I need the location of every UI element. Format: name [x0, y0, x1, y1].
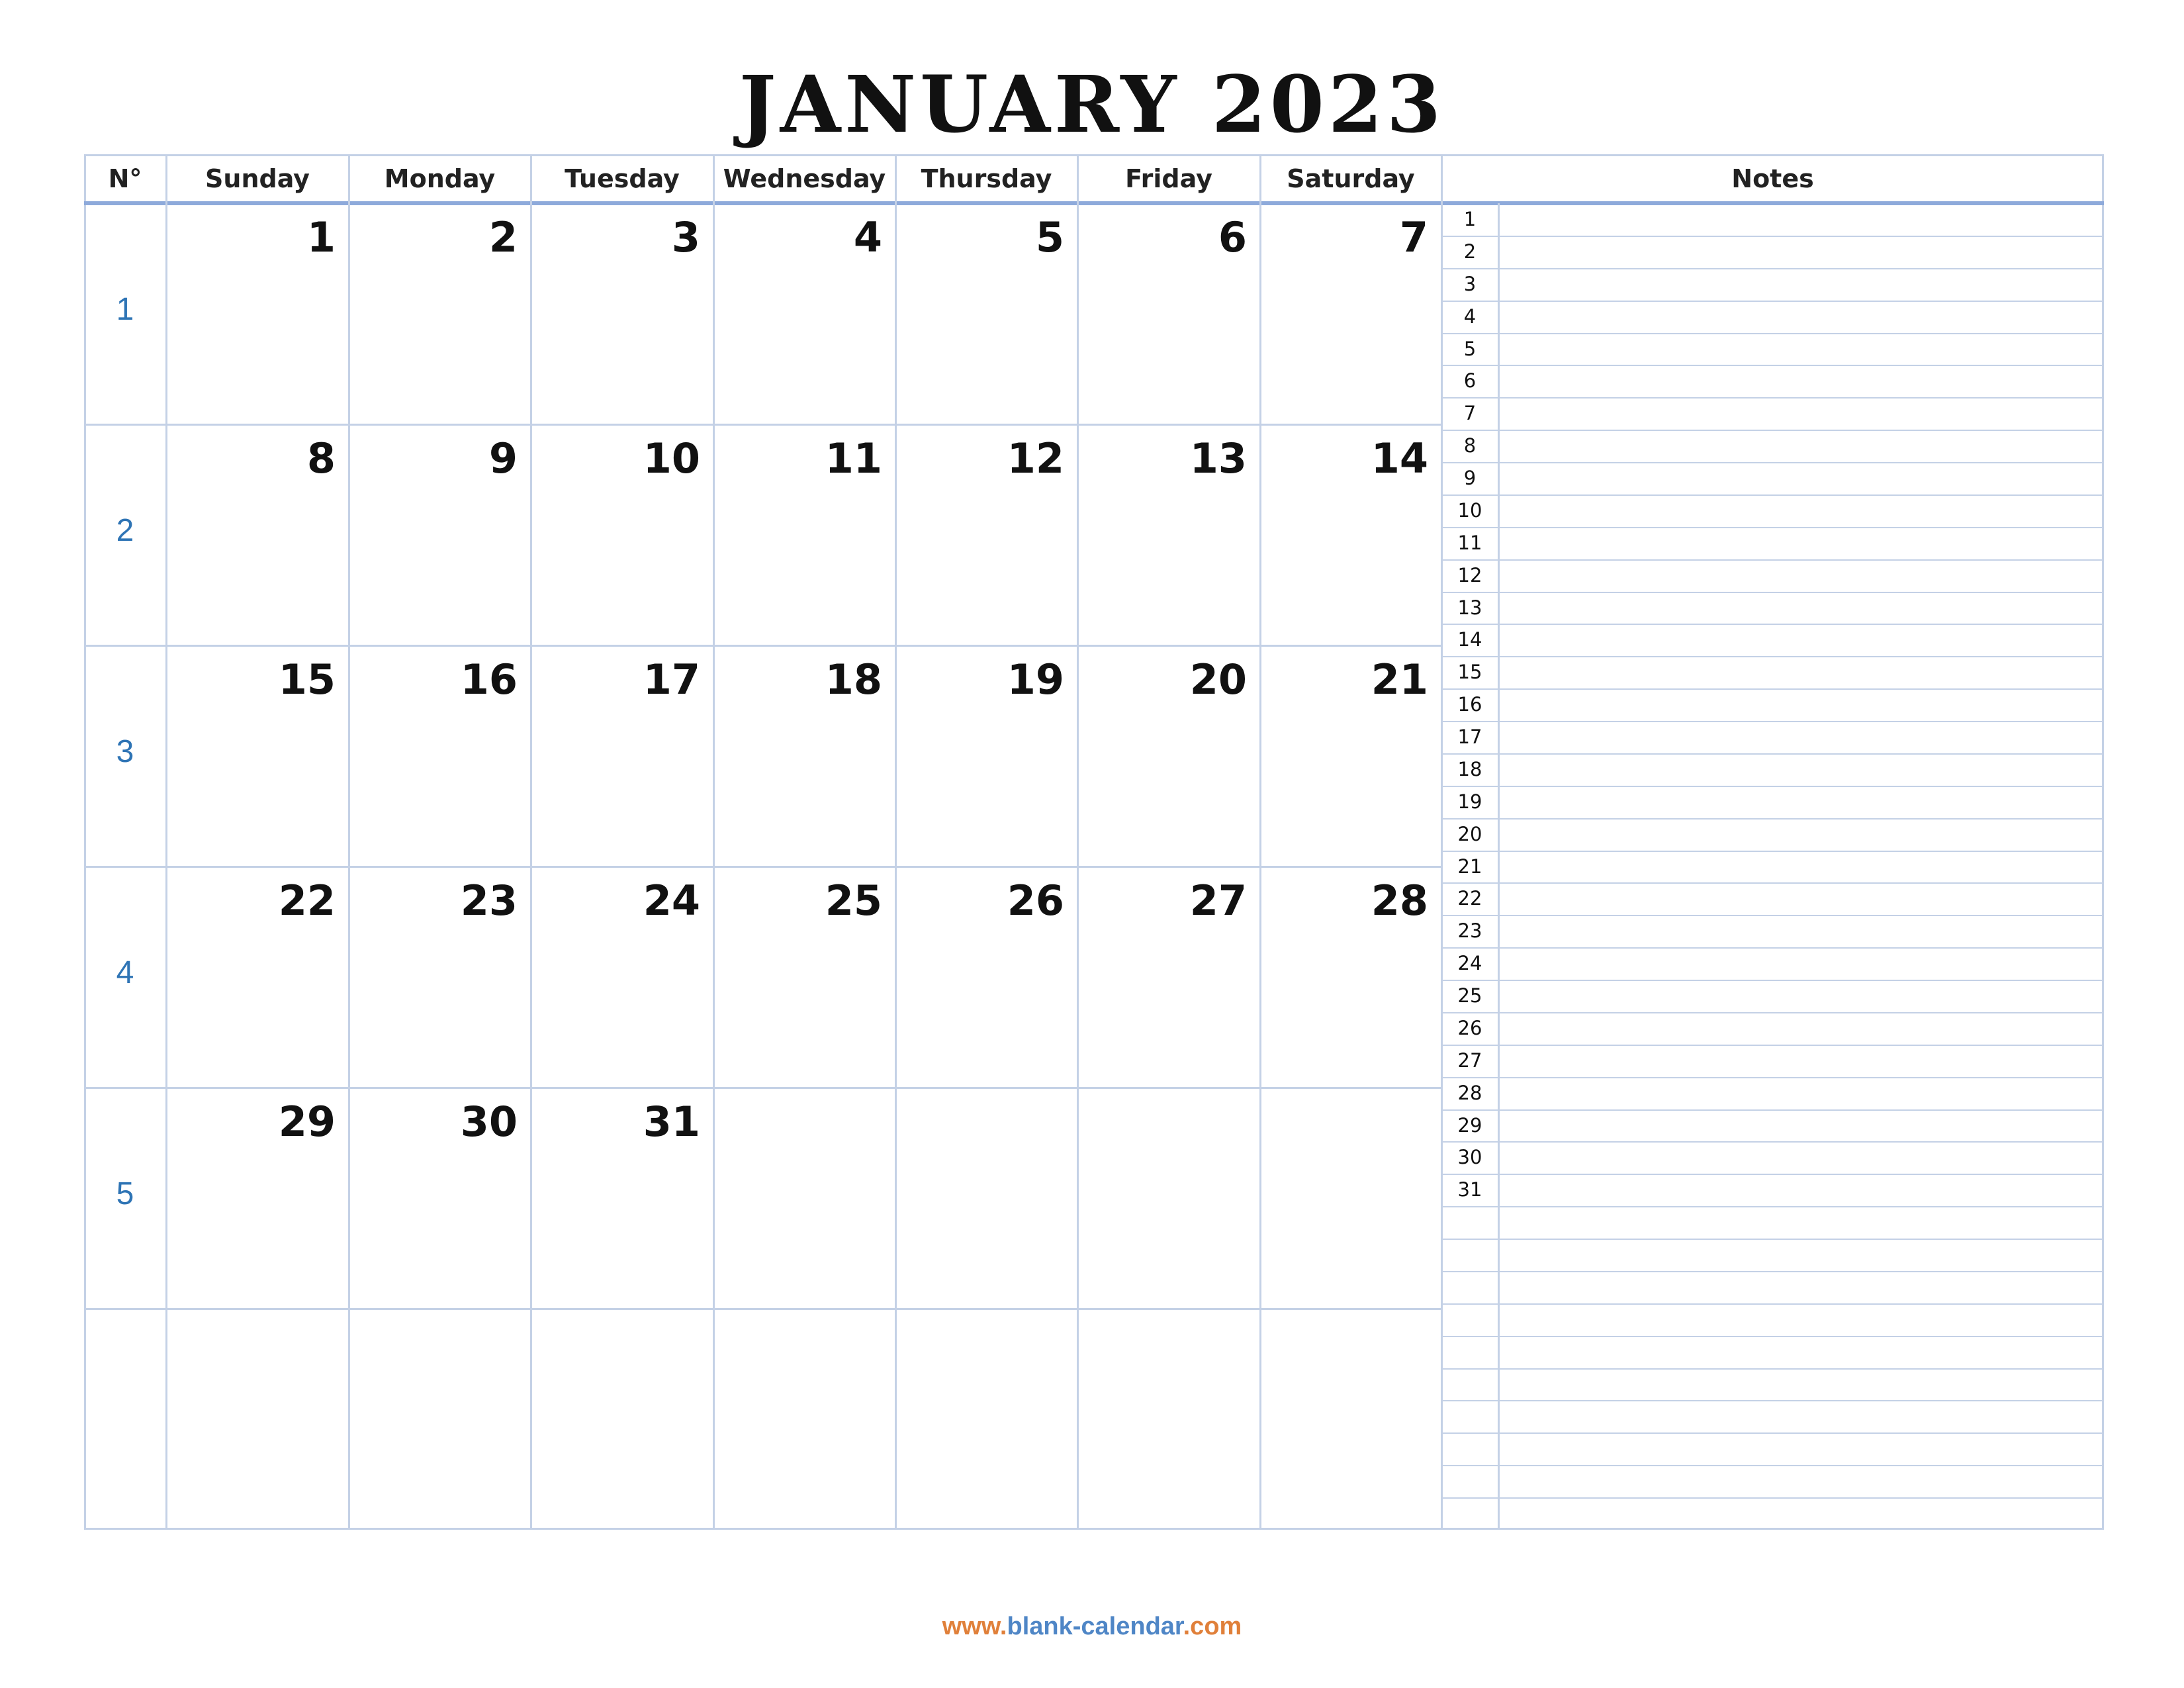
- notes-line: [1441, 1174, 2104, 1175]
- notes-line: [1441, 1012, 2104, 1013]
- day-number[interactable]: 22: [278, 876, 336, 925]
- notes-row-number: 17: [1457, 726, 1482, 748]
- notes-row-number: 13: [1457, 596, 1482, 619]
- notes-row-number: 8: [1463, 434, 1477, 457]
- week-row-divider: [84, 645, 1441, 647]
- notes-row-number: 12: [1457, 564, 1482, 586]
- notes-line: [1441, 527, 2104, 528]
- day-number[interactable]: 12: [1007, 434, 1064, 483]
- header-day-sunday: Sunday: [205, 164, 310, 193]
- day-number[interactable]: 17: [643, 655, 700, 704]
- day-number[interactable]: 23: [460, 876, 518, 925]
- footer-tld: .com: [1183, 1613, 1242, 1640]
- column-divider: [165, 154, 167, 1530]
- day-number[interactable]: 21: [1371, 655, 1428, 704]
- day-number[interactable]: 15: [278, 655, 336, 704]
- notes-line: [1441, 397, 2104, 399]
- notes-line: [1441, 1400, 2104, 1401]
- day-number[interactable]: 6: [1218, 213, 1247, 261]
- notes-row-number: 6: [1463, 369, 1477, 392]
- column-divider: [713, 154, 715, 1530]
- calendar-grid: [84, 154, 2104, 1530]
- day-number[interactable]: 25: [825, 876, 882, 925]
- notes-line: [1441, 1497, 2104, 1499]
- notes-line: [1441, 592, 2104, 593]
- notes-line: [1441, 753, 2104, 755]
- header-day-wednesday: Wednesday: [723, 164, 886, 193]
- notes-row-number: 31: [1457, 1178, 1482, 1201]
- week-row-divider: [84, 1087, 1441, 1089]
- notes-line: [1441, 980, 2104, 981]
- notes-line: [1441, 656, 2104, 657]
- week-row-divider: [84, 1308, 1441, 1310]
- column-divider: [348, 154, 350, 1530]
- notes-row-number: 10: [1457, 499, 1482, 522]
- notes-line: [1441, 688, 2104, 690]
- day-number[interactable]: 27: [1189, 876, 1247, 925]
- notes-line: [1441, 1077, 2104, 1078]
- notes-row-number: 22: [1457, 887, 1482, 910]
- notes-line: [1441, 365, 2104, 366]
- day-number[interactable]: 1: [306, 213, 336, 261]
- notes-row-number: 14: [1457, 628, 1482, 651]
- footer-url[interactable]: [0, 1613, 2184, 1641]
- notes-line: [1441, 882, 2104, 884]
- notes-line: [1441, 1465, 2104, 1466]
- notes-row-number: 27: [1457, 1049, 1482, 1072]
- week-number: 1: [116, 292, 134, 327]
- day-number[interactable]: 30: [460, 1098, 518, 1146]
- notes-line: [1441, 494, 2104, 496]
- day-number[interactable]: 14: [1371, 434, 1428, 483]
- day-number[interactable]: 7: [1399, 213, 1428, 261]
- notes-row-number: 30: [1457, 1146, 1482, 1168]
- header-day-saturday: Saturday: [1287, 164, 1415, 193]
- header-day-friday: Friday: [1125, 164, 1212, 193]
- day-number[interactable]: 2: [488, 213, 518, 261]
- notes-row-number: 25: [1457, 984, 1482, 1007]
- notes-row-number: 16: [1457, 693, 1482, 716]
- notes-line: [1441, 1045, 2104, 1046]
- notes-row-number: 24: [1457, 952, 1482, 974]
- notes-row-number: 26: [1457, 1017, 1482, 1039]
- footer-www: www.: [942, 1613, 1007, 1640]
- notes-line: [1441, 1271, 2104, 1272]
- header-day-thursday: Thursday: [921, 164, 1052, 193]
- notes-line: [1441, 818, 2104, 820]
- column-divider: [1077, 154, 1079, 1530]
- notes-line: [1441, 1368, 2104, 1370]
- notes-line: [1441, 236, 2104, 237]
- notes-row-number: 28: [1457, 1082, 1482, 1104]
- day-number[interactable]: 24: [643, 876, 700, 925]
- column-divider: [895, 154, 897, 1530]
- day-number[interactable]: 28: [1371, 876, 1428, 925]
- day-number[interactable]: 29: [278, 1098, 336, 1146]
- day-number[interactable]: 10: [643, 434, 700, 483]
- notes-line: [1441, 1206, 2104, 1207]
- notes-line: [1441, 430, 2104, 431]
- notes-row-number: 5: [1463, 338, 1477, 360]
- notes-row-number: 19: [1457, 790, 1482, 813]
- notes-line: [1441, 559, 2104, 561]
- notes-line: [1441, 1432, 2104, 1434]
- day-number[interactable]: 19: [1007, 655, 1064, 704]
- column-divider: [530, 154, 532, 1530]
- footer-brand: blank-calendar: [1007, 1613, 1183, 1640]
- header-day-monday: Monday: [384, 164, 496, 193]
- week-row-divider: [84, 424, 1441, 426]
- day-number[interactable]: 20: [1189, 655, 1247, 704]
- notes-line: [1441, 786, 2104, 787]
- column-divider: [1259, 154, 1261, 1530]
- notes-line: [1441, 1239, 2104, 1240]
- notes-row-number: 18: [1457, 758, 1482, 780]
- day-number[interactable]: 11: [825, 434, 882, 483]
- notes-line: [1441, 301, 2104, 302]
- notes-line: [1441, 268, 2104, 269]
- day-number[interactable]: 18: [825, 655, 882, 704]
- day-number[interactable]: 13: [1189, 434, 1247, 483]
- notes-row-number: 2: [1463, 240, 1477, 263]
- week-number: 2: [116, 513, 134, 548]
- page-title: JANUARY 2023: [739, 58, 1445, 150]
- notes-row-number: 1: [1463, 208, 1477, 230]
- notes-line: [1441, 851, 2104, 852]
- notes-line: [1441, 624, 2104, 625]
- notes-row-number: 9: [1463, 467, 1477, 489]
- notes-row-number: 21: [1457, 855, 1482, 878]
- day-number[interactable]: 3: [671, 213, 700, 261]
- header-week-number: N°: [108, 164, 142, 193]
- header-notes: Notes: [1731, 164, 1814, 193]
- day-number[interactable]: 5: [1035, 213, 1064, 261]
- notes-line: [1441, 1336, 2104, 1337]
- day-number[interactable]: 4: [853, 213, 882, 261]
- week-number: 3: [116, 734, 134, 769]
- notes-line: [1441, 915, 2104, 916]
- notes-line: [1441, 721, 2104, 722]
- notes-row-number: 3: [1463, 273, 1477, 295]
- notes-line: [1441, 1141, 2104, 1143]
- week-row-divider: [84, 866, 1441, 868]
- notes-line: [1441, 1109, 2104, 1111]
- notes-row-number: 7: [1463, 402, 1477, 424]
- notes-line: [1441, 947, 2104, 949]
- notes-row-number: 29: [1457, 1114, 1482, 1137]
- day-number[interactable]: 16: [460, 655, 518, 704]
- day-number[interactable]: 8: [306, 434, 336, 483]
- notes-row-number: 23: [1457, 919, 1482, 942]
- notes-row-number: 11: [1457, 532, 1482, 554]
- day-number[interactable]: 26: [1007, 876, 1064, 925]
- week-number: 5: [116, 1176, 134, 1211]
- notes-row-number: 15: [1457, 661, 1482, 683]
- notes-row-number: 20: [1457, 823, 1482, 845]
- day-number[interactable]: 31: [643, 1098, 700, 1146]
- notes-line: [1441, 462, 2104, 463]
- week-number: 4: [116, 955, 134, 990]
- day-number[interactable]: 9: [488, 434, 518, 483]
- notes-row-number: 4: [1463, 305, 1477, 328]
- notes-line: [1441, 1303, 2104, 1305]
- header-day-tuesday: Tuesday: [565, 164, 680, 193]
- notes-line: [1441, 333, 2104, 334]
